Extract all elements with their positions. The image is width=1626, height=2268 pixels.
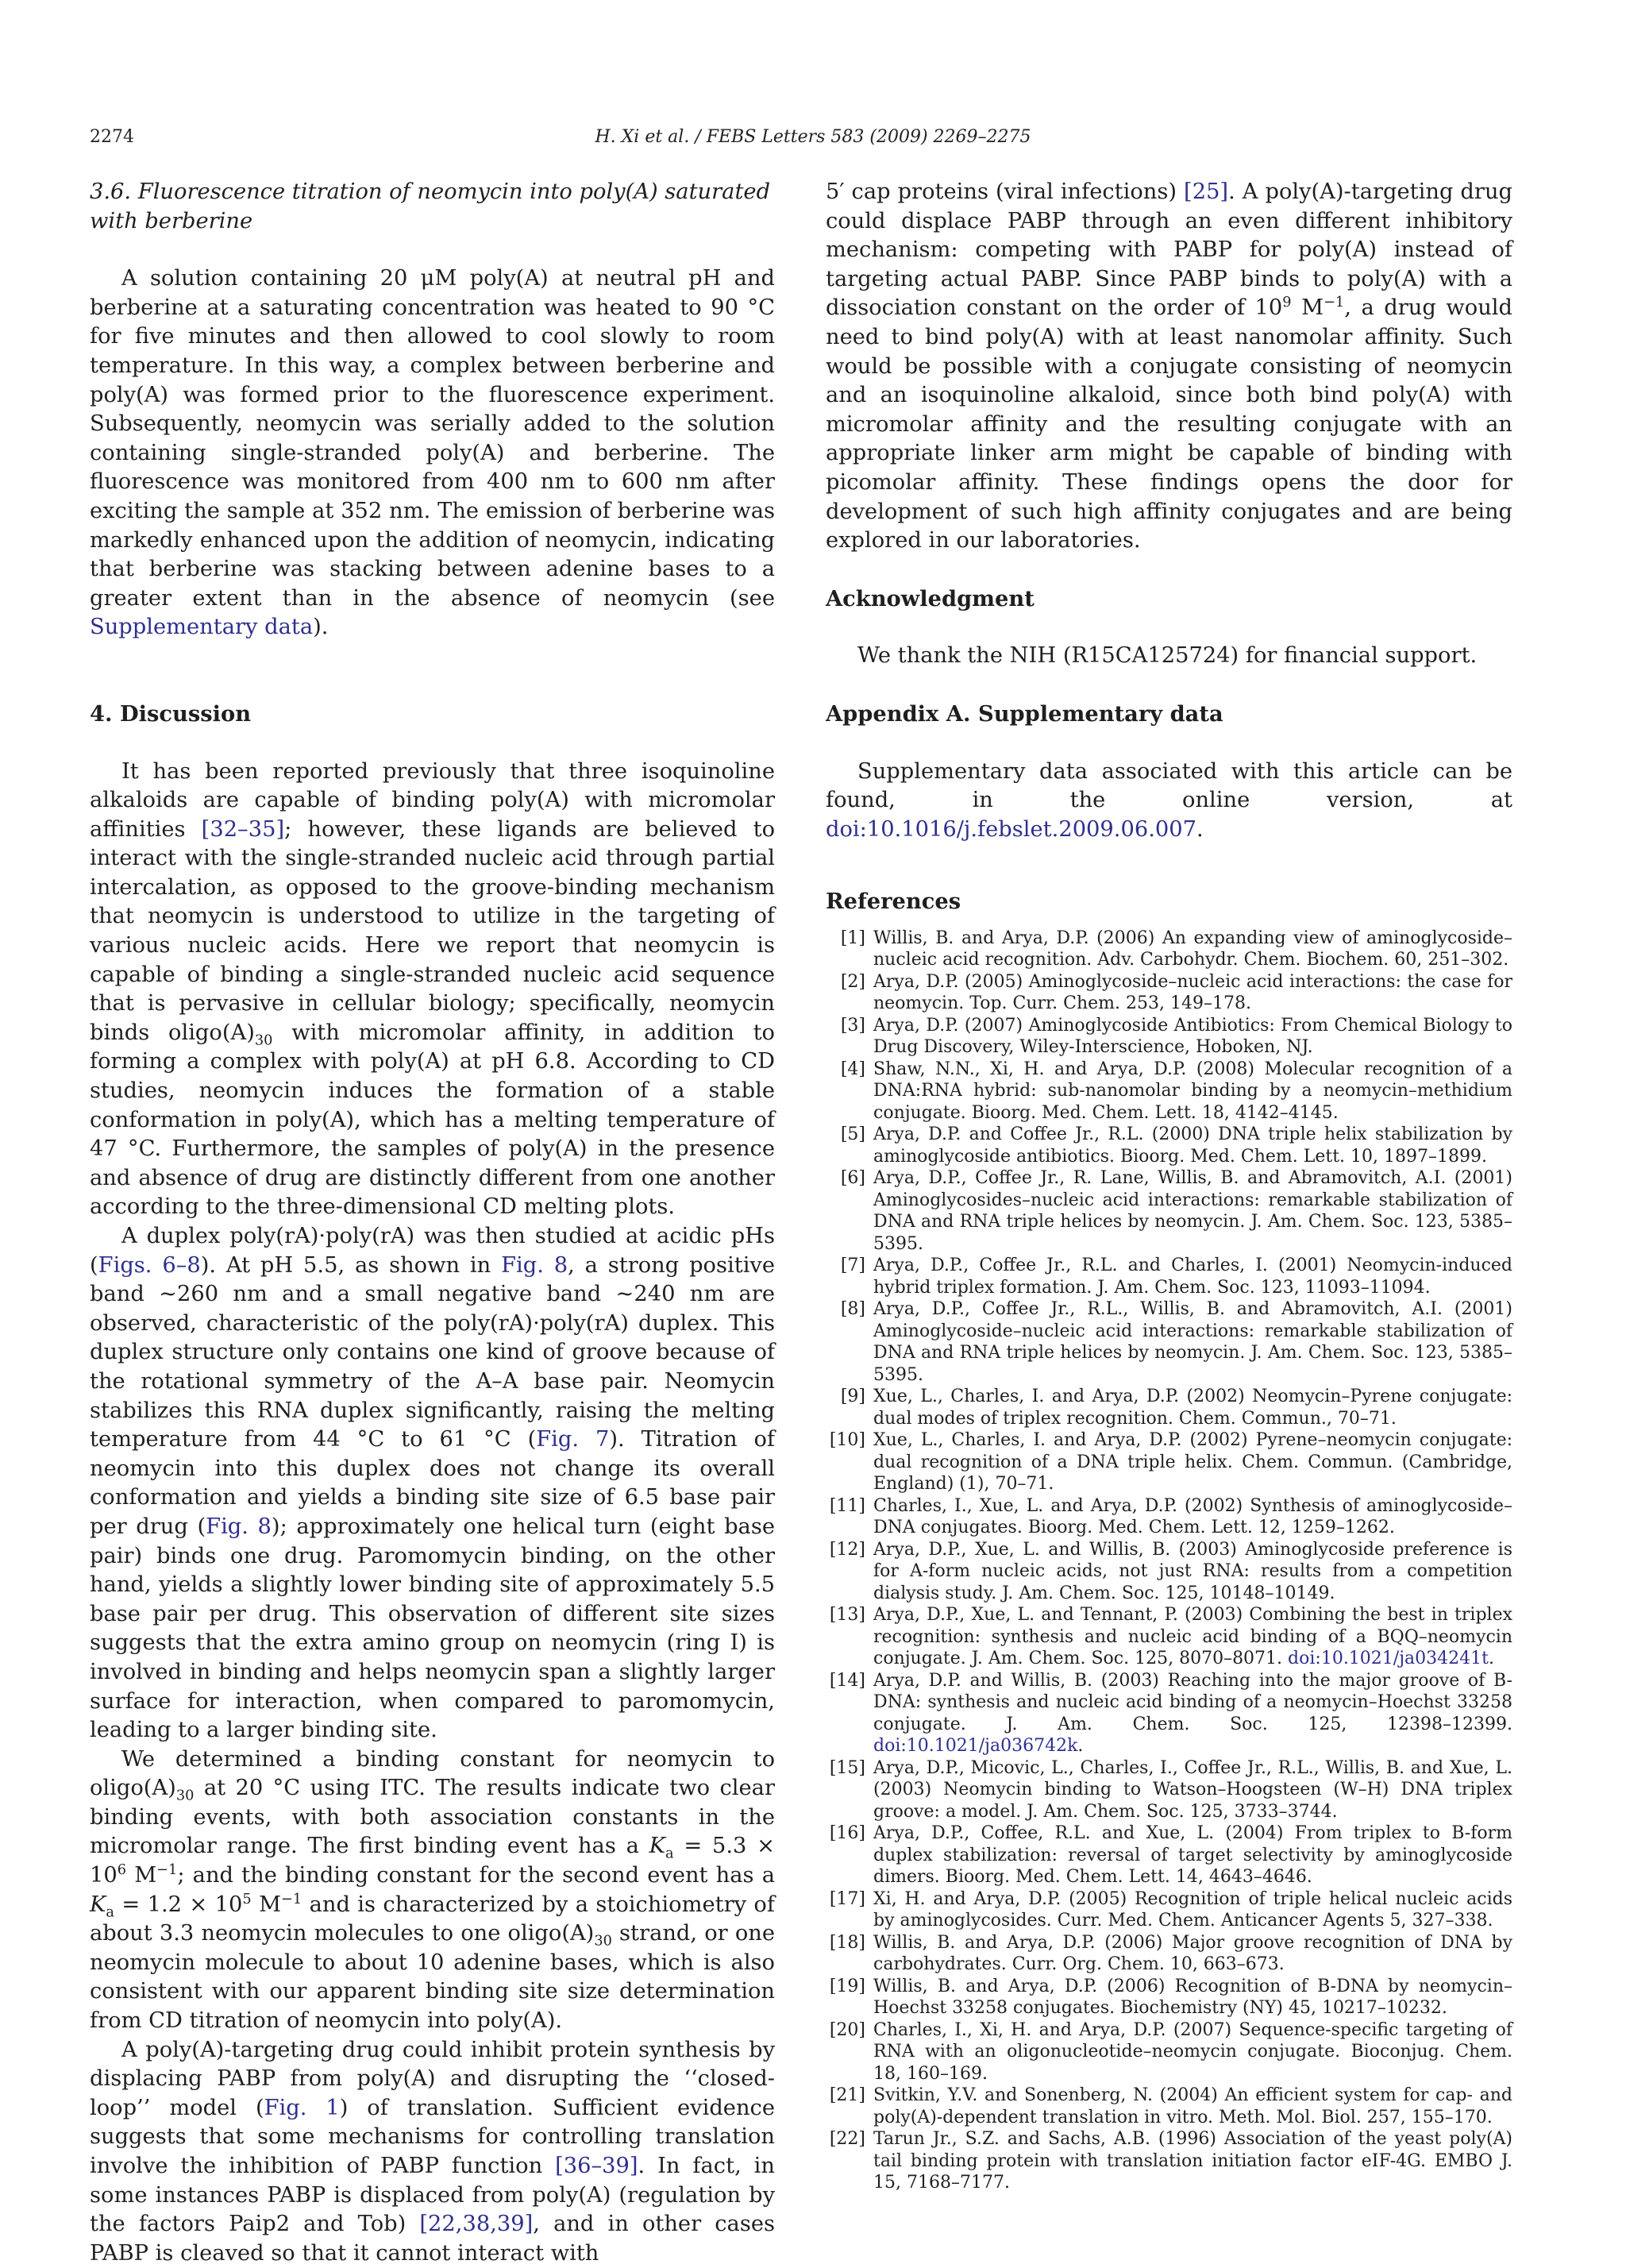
- reference-item: [826, 2128, 1512, 2194]
- page-number: 2274: [90, 127, 134, 147]
- reference-text: Xue, L., Charles, I. and Arya, D.P. (2002) Pyrene–neomycin conjugate: dual recognition of a DNA triple helix. Chem. Commun. (Cambridge, England) (1), 70–71.: [873, 1430, 1512, 1495]
- reference-text: Arya, D.P., Xue, L. and Willis, B. (2003) Aminoglycoside preference is for A-form nucleic acids, not just RNA: results from a competition dialysis study. J. Am. Chem. Soc. 125, 10148–10149.: [873, 1539, 1512, 1603]
- reference-number: [11]: [829, 1495, 865, 1516]
- reference-number: [21]: [829, 2085, 865, 2106]
- reference-item: [826, 2019, 1512, 2085]
- reference-item: [826, 1059, 1512, 1124]
- reference-number: [3]: [840, 1015, 865, 1036]
- reference-number: [9]: [840, 1387, 865, 1407]
- reference-text: Xi, H. and Arya, D.P. (2005) Recognition of triple helical nucleic acids by aminoglycosides. Curr. Med. Chem. Anticancer Agents 5, 327–338.: [873, 1888, 1512, 1931]
- reference-item: [826, 1888, 1512, 1932]
- reference-number: [22]: [829, 2129, 865, 2150]
- reference-item: [826, 1757, 1512, 1823]
- reference-number: [19]: [829, 1976, 865, 1996]
- reference-text: Tarun Jr., S.Z. and Sachs, A.B. (1996) Association of the yeast poly(A) tail binding protein with translation initiation factor eIF-4G. EMBO J. 15, 7168–7177.: [873, 2129, 1512, 2193]
- reference-number: [7]: [840, 1256, 865, 1276]
- reference-text: Charles, I., Xue, L. and Arya, D.P. (2002) Synthesis of aminoglycoside–DNA conjugates. Bioorg. Med. Chem. Lett. 12, 1259–1262.: [873, 1495, 1512, 1538]
- reference-text: Arya, D.P. (2007) Aminoglycoside Antibiotics: From Chemical Biology to Drug Discovery, Wiley-Interscience, Hoboken, NJ.: [873, 1015, 1512, 1058]
- reference-text: Xue, L., Charles, I. and Arya, D.P. (2002) Neomycin–Pyrene conjugate: dual modes of triplex recognition. Chem. Commun., 70–71.: [873, 1387, 1512, 1429]
- reference-number: [20]: [829, 2019, 865, 2040]
- citation-link[interactable]: [36–39]: [555, 2154, 638, 2178]
- reference-text: Willis, B. and Arya, D.P. (2006) An expanding view of aminoglycoside–nucleic acid recognition. Adv. Carbohydr. Chem. Biochem. 60, 251–302.: [873, 928, 1512, 970]
- discussion-paragraph-4-continued: 5′ cap proteins (viral infections) [25]. A poly(A)-targeting drug could displace PABP through an even different inhibitory mechanism: competing with PABP for poly(A) instead of targeting actual PABP. Since PABP binds to poly(A) with a dissociation constant on the order of $10^9$ $M^{-1}$, a drug would need to bind poly(A) with at least nanomolar affinity. Such would be possible with a conjugate consisting of neomycin and an isoquinoline alkaloid, since both bind poly(A) with micromolar affinity and the resulting conjugate with an appropriate linker arm might be capable of binding with picomolar affinity. These findings opens the door for development of such high affinity conjugates and are being explored in our laboratories.: [826, 179, 1513, 554]
- reference-item: [826, 2085, 1512, 2128]
- discussion-paragraph-3: We determined a binding constant for neomycin to $oligo(A)_{30}$ at 20 °C using ITC. The results indicate two clear binding events, with both association constants in the micromolar range. The first binding event has a $K_a = 5.3 \times 10^6$ $M^{-1}$; and the binding constant for the second event has a $K_a = 1.2 \times 10^5$ $M^{-1}$ and is characterized by a stoichiometry of about 3.3 neomycin molecules to one $oligo(A)_{30}$ strand, or one neomycin molecule to about 10 adenine bases, which is also consistent with our apparent binding site size determination from CD titration of neomycin into poly(A).: [90, 1746, 776, 2034]
- citation-link[interactable]: [22,38,39]: [419, 2212, 534, 2237]
- reference-text: Arya, D.P., Coffee, R.L. and Xue, L. (2004) From triplex to B-form duplex stabilization: reversal of target selectivity by aminoglycoside dimers. Bioorg. Med. Chem. Lett. 14, 4643–4646.: [873, 1823, 1512, 1888]
- reference-item: [826, 1167, 1512, 1255]
- reference-number: [8]: [840, 1299, 865, 1320]
- reference-text: Arya, D.P., Micovic, L., Charles, I., Coffee Jr., R.L., Willis, B. and Xue, L. (2003) Neomycin binding to Watson–Hoogsteen (W–H) DNA triplex groove: a model. J. Am. Chem. Soc. 125, 3733–3744.: [873, 1757, 1512, 1822]
- acknowledgment-heading: Acknowledgment: [826, 585, 1035, 611]
- reference-number: [14]: [829, 1670, 865, 1691]
- reference-item: [826, 1386, 1512, 1429]
- reference-number: [6]: [840, 1168, 865, 1189]
- reference-doi-link[interactable]: doi:10.1021/ja034241t: [1288, 1649, 1489, 1669]
- reference-number: [18]: [829, 1932, 865, 1953]
- reference-text: Svitkin, Y.V. and Sonenberg, N. (2004) An efficient system for cap- and poly(A)-dependent translation in vitro. Meth. Mol. Biol. 257, 155–170.: [873, 2085, 1512, 2127]
- reference-number: [1]: [840, 928, 865, 948]
- reference-item: [826, 1670, 1512, 1757]
- reference-item: [826, 928, 1512, 971]
- reference-text: Arya, D.P. and Coffee Jr., R.L. (2000) DNA triple helix stabilization by aminoglycoside antibiotics. Bioorg. Med. Chem. Lett. 10, 1897–1899.: [873, 1124, 1512, 1167]
- reference-item: [826, 1539, 1512, 1605]
- reference-doi-link[interactable]: doi:10.1021/ja036742k: [873, 1736, 1078, 1757]
- reference-item: [826, 1932, 1512, 1976]
- column-break-text: , and in other cases PABP is cleaved so that it cannot interact with: [90, 2212, 775, 2266]
- reference-number: [10]: [829, 1430, 865, 1451]
- figure-link[interactable]: Fig. 8: [501, 1252, 568, 1278]
- citation-link[interactable]: [25]: [1184, 179, 1229, 204]
- reference-item: [826, 1298, 1512, 1386]
- doi-link[interactable]: doi:10.1016/j.febslet.2009.06.007: [826, 816, 1196, 842]
- supplementary-data-link[interactable]: Supplementary data: [90, 615, 314, 640]
- reference-item: [826, 1255, 1512, 1298]
- reference-number: [17]: [829, 1888, 865, 1909]
- references-heading: References: [826, 889, 961, 915]
- discussion-paragraph-1: It has been reported previously that three isoquinoline alkaloids are capable of binding poly(A) with micromolar affinities [32–35]; however, these ligands are believed to interact with the single-stranded nucleic acid through partial intercalation, as opposed to the groove-binding mechanism that neomycin is understood to utilize in the targeting of various nucleic acids. Here we report that neomycin is capable of binding a single-stranded nucleic acid sequence that is pervasive in cellular biology; specifically, neomycin binds $oligo(A)_{30}$ with micromolar affinity, in addition to forming a complex with poly(A) at pH 6.8. According to CD studies, neomycin induces the formation of a stable conformation in poly(A), which has a melting temperature of 47 °C. Furthermore, the samples of poly(A) in the presence and absence of drug are distinctly different from one another according to the three-dimensional CD melting plots.: [90, 758, 776, 1220]
- section-3-6-title: 3.6. Fluorescence titration of neomycin into poly(A) saturated with berberine: [90, 179, 771, 233]
- reference-item: [826, 971, 1512, 1015]
- figure-link[interactable]: Fig. 8: [206, 1514, 272, 1539]
- reference-number: [15]: [829, 1757, 865, 1778]
- reference-text: Arya, D.P., Xue, L. and Tennant, P. (2003) Combining the best in triplex recognition: synthesis and nucleic acid binding of a BQQ–neomycin conjugate. J. Am. Chem. Soc. 125, 8070–8071. doi:10.1021/ja034241t.: [873, 1605, 1512, 1669]
- reference-text: Arya, D.P., Coffee Jr., R. Lane, Willis, B. and Abramovitch, A.I. (2001) Aminoglycosides–nucleic acid interactions: remarkable stabilization of DNA and RNA triple helices by neomycin. J. Am. Chem. Soc. 123, 5385–5395.: [873, 1168, 1512, 1254]
- reference-text: Shaw, N.N., Xi, H. and Arya, D.P. (2008) Molecular recognition of a DNA:RNA hybrid: sub-nanomolar binding by a neomycin–methidium conjugate. Bioorg. Med. Chem. Lett. 18, 4142–4145.: [873, 1059, 1512, 1123]
- reference-number: [2]: [840, 971, 865, 992]
- appendix-heading: Appendix A. Supplementary data: [826, 700, 1223, 727]
- reference-number: [5]: [840, 1124, 865, 1145]
- reference-text: Arya, D.P. and Willis, B. (2003) Reaching into the major groove of B-DNA: synthesis and nucleic acid binding of a neomycin–Hoechst 33258 conjugate. J. Am. Chem. Soc. 125, 12398–12399. doi:10.1021/ja036742k.: [873, 1670, 1512, 1757]
- figure-link[interactable]: Fig. 1: [264, 2095, 340, 2120]
- right-column: [826, 178, 1512, 2194]
- reference-number: [12]: [829, 1539, 865, 1560]
- discussion-paragraph-2: A duplex poly(rA)·poly(rA) was then studied at acidic pHs (Figs. 6–8). At pH 5.5, as shown in Fig. 8, a strong positive band ~260 nm and a small negative band ~240 nm are observed, characteristic of the poly(rA)·poly(rA) duplex. This duplex structure only contains one kind of groove because of the rotational symmetry of the A–A base pair. Neomycin stabilizes this RNA duplex significantly, raising the melting temperature from 44 °C to 61 °C (Fig. 7). Titration of neomycin into this duplex does not change its overall conformation and yields a binding site size of 6.5 base pair per drug (Fig. 8); approximately one helical turn (eight base pair) binds one drug. Paromomycin binding, on the other hand, yields a slightly lower binding site of approximately 5.5 base pair per drug. This observation of different site sizes suggests that the extra amino group on neomycin (ring I) is involved in binding and helps neomycin span a slightly larger surface for interaction, when compared to paromomycin, leading to a larger binding site.: [90, 1224, 775, 1743]
- appendix-text: Supplementary data associated with this article can be found, in the online version, at doi:10.1016/j.febslet.2009.06.007.: [826, 758, 1512, 842]
- reference-item: [826, 1429, 1512, 1495]
- reference-item: [826, 1604, 1512, 1670]
- reference-item: [826, 1976, 1512, 2019]
- figure-link[interactable]: Fig. 7: [536, 1427, 610, 1452]
- reference-number: [16]: [829, 1823, 865, 1844]
- left-column: [90, 178, 775, 2268]
- figure-link[interactable]: Figs. 6–8: [98, 1252, 201, 1278]
- discussion-heading: 4. Discussion: [90, 700, 252, 727]
- discussion-paragraph-4: A poly(A)-targeting drug could inhibit protein synthesis by displacing PABP from poly(A) and disrupting the ‘‘closed-loop’’ model (Fig. 1) of translation. Sufficient evidence suggests that some mechanisms for controlling translation involve the inhibition of PABP function [36–39]. In fact, in some instances PABP is displaced from poly(A) (regulation by the factors Paip2 and Tob) [22,38,39], and in other cases PABP is cleaved so that it cannot interact with: [90, 2037, 775, 2266]
- reference-text: Arya, D.P., Coffee Jr., R.L., Willis, B. and Abramovitch, A.I. (2001) Aminoglycoside–nucleic acid interactions: remarkable stabilization of DNA and RNA triple helices by neomycin. J. Am. Chem. Soc. 123, 5385–5395.: [873, 1299, 1512, 1385]
- acknowledgment-text: We thank the NIH (R15CA125724) for financial support.: [857, 643, 1478, 669]
- reference-number: [4]: [840, 1059, 865, 1079]
- reference-item: [826, 1015, 1512, 1059]
- reference-text: Arya, D.P., Coffee Jr., R.L. and Charles, I. (2001) Neomycin-induced hybrid triplex formation. J. Am. Chem. Soc. 123, 11093–11094.: [873, 1256, 1512, 1298]
- citation-link[interactable]: [32–35]: [201, 816, 285, 842]
- reference-number: [13]: [829, 1605, 865, 1626]
- section-3-6-paragraph: A solution containing 20 μM poly(A) at neutral pH and berberine at a saturating concentration was heated to 90 °C for five minutes and then allowed to cool slowly to room temperature. In this way, a complex between berberine and poly(A) was formed prior to the fluorescence experiment. Subsequently, neomycin was serially added to the solution containing single-stranded poly(A) and berberine. The fluorescence was monitored from 400 nm to 600 nm after exciting the sample at 352 nm. The emission of berberine was markedly enhanced upon the addition of neomycin, indicating that berberine was stacking between adenine bases to a greater extent than in the absence of neomycin (see Supplementary data).: [90, 266, 775, 640]
- reference-item: [826, 1124, 1512, 1167]
- reference-text: Arya, D.P. (2005) Aminoglycoside–nucleic acid interactions: the case for neomycin. Top. Curr. Chem. 253, 149–178.: [873, 971, 1512, 1014]
- reference-text: Willis, B. and Arya, D.P. (2006) Recognition of B-DNA by neomycin–Hoechst 33258 conjugates. Biochemistry (NY) 45, 10217–10232.: [873, 1976, 1512, 2019]
- reference-item: [826, 1495, 1512, 1539]
- reference-item: [826, 1822, 1512, 1888]
- reference-text: Willis, B. and Arya, D.P. (2006) Major groove recognition of DNA by carbohydrates. Curr. Org. Chem. 10, 663–673.: [873, 1932, 1512, 1975]
- running-title: H. Xi et al. / FEBS Letters 583 (2009) 2269–2275: [595, 127, 1031, 147]
- reference-text: Charles, I., Xi, H. and Arya, D.P. (2007) Sequence-specific targeting of RNA with an oligonucleotide–neomycin conjugate. Bioconjug. Chem. 18, 160–169.: [873, 2019, 1512, 2084]
- reference-list: [826, 928, 1512, 2194]
